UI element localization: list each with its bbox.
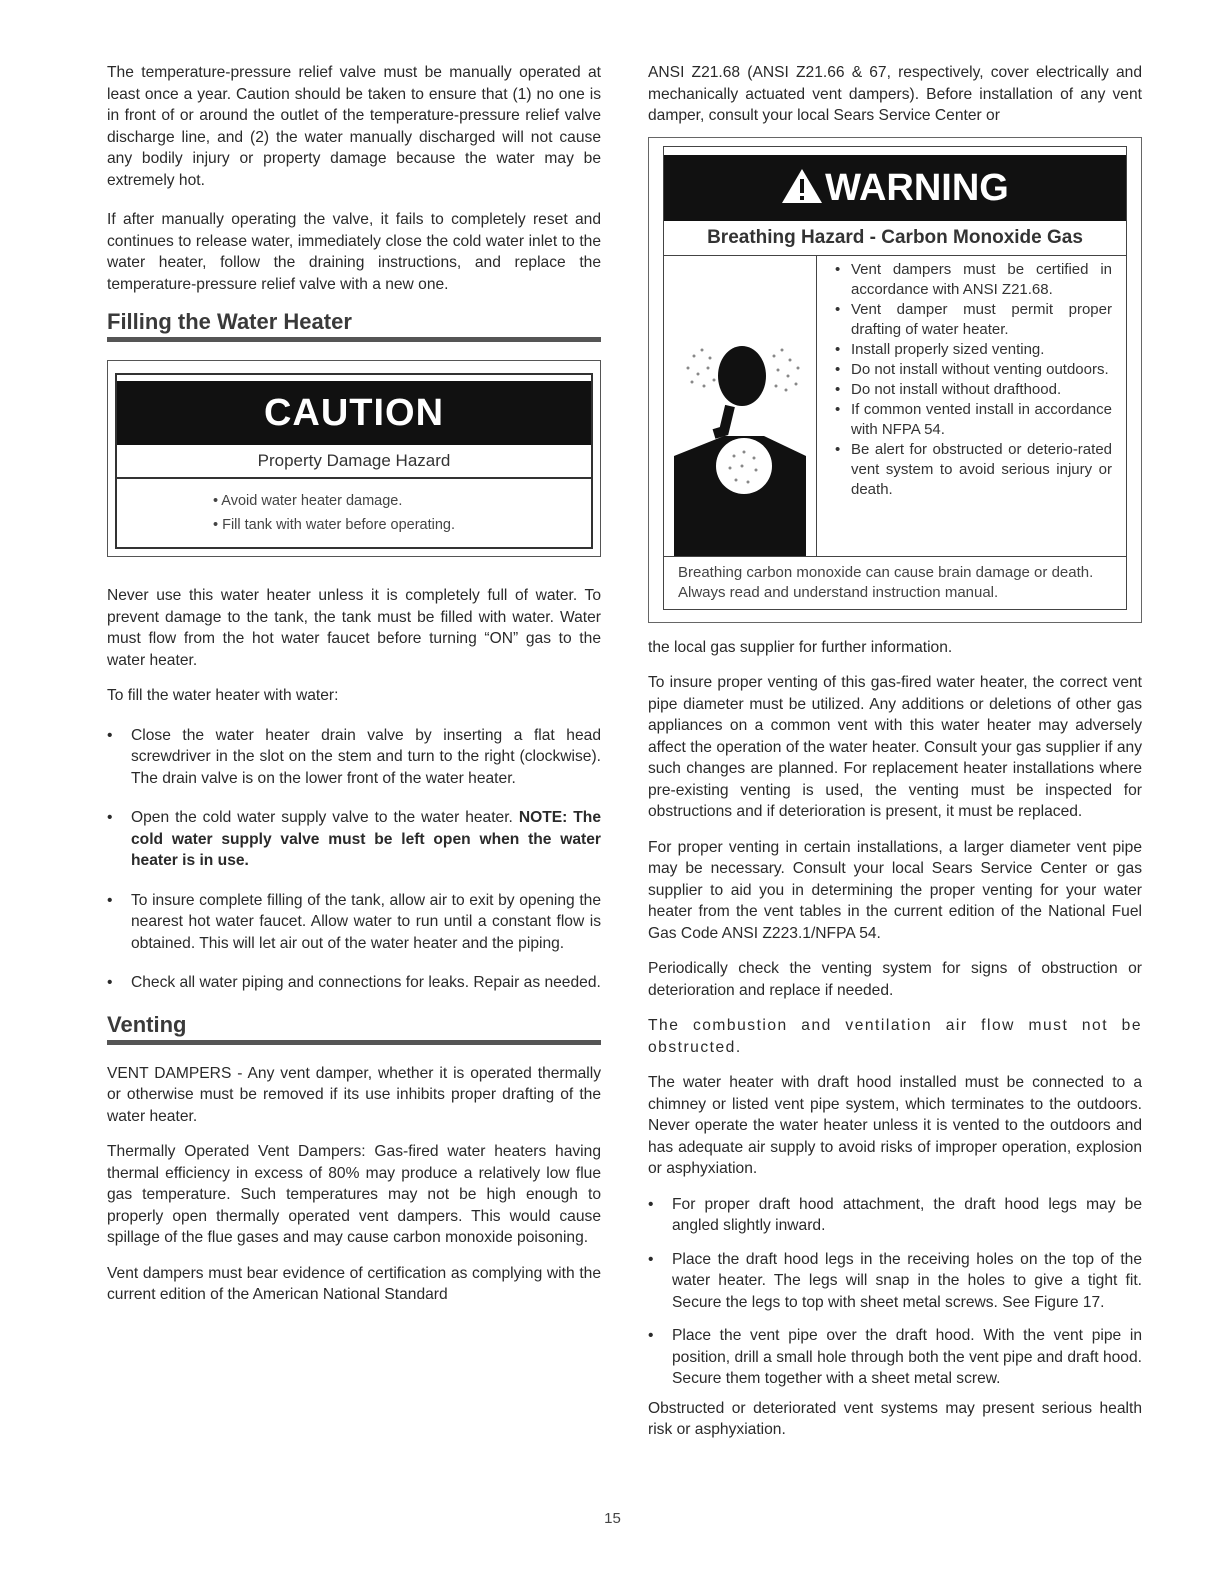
page-number: 15 xyxy=(604,1510,621,1527)
warning-item: • Do not install without venting outdoors. xyxy=(835,360,1112,380)
paragraph: Vent dampers must bear evidence of certification as complying with the current edition of the American National Standard xyxy=(107,1264,601,1303)
warning-item: • If common vented install in accordance with NFPA 54. xyxy=(835,400,1112,440)
paragraph: The temperature-pressure relief valve must be manually operated at least once a year. Caution should be taken to ensure that (1) no one is in front of or around the outlet of the temperature-pressure relief valve discharge line, and (2) the water manually discharged will not cause any bodily injury or property damage because the water may be extremely hot. xyxy=(107,64,601,189)
draft-hood-steps-list xyxy=(648,1194,1142,1390)
section-heading-filling: Filling the Water Heater xyxy=(107,309,601,342)
caution-inner xyxy=(115,373,593,549)
left-column xyxy=(107,62,601,1306)
warning-footer: Breathing carbon monoxide can cause brain damage or death. Always read and understand instruction manual. xyxy=(678,563,1094,601)
list-item: • Check all water piping and connections for leaks. Repair as needed. xyxy=(107,972,601,994)
right-column xyxy=(648,62,1142,1441)
paragraph: The combustion and ventilation air flow must not be obstructed. xyxy=(648,1017,1142,1056)
paragraph: The water heater with draft hood installed must be connected to a chimney or listed vent pipe system, which terminates to the outdoors. Never operate the water heater unless it is vented to the outdoors and has adequate air supply to avoid risks of improper operation, explosion or asphyxiation. xyxy=(648,1074,1142,1177)
caution-body xyxy=(117,479,591,547)
caution-item: • Fill tank with water before operating. xyxy=(213,517,456,533)
warning-item: • Vent dampers must be certified in accordance with ANSI Z21.68. xyxy=(835,260,1112,300)
caution-subtitle: Property Damage Hazard xyxy=(117,445,591,479)
list-item: • Place the draft hood legs in the receiving holes on the top of the water heater. The legs will snap in the holes to give a tight fit. Secure the legs to top with sheet metal screws. See Figure 17. xyxy=(648,1249,1142,1314)
warning-title-text: WARNING xyxy=(825,166,1009,209)
note-text: NOTE: The cold water supply valve must be left open when the water heater is in use. xyxy=(131,809,601,869)
paragraph: VENT DAMPERS - Any vent damper, whether it is operated thermally or otherwise must be removed if its use inhibits proper drafting of the water heater. xyxy=(107,1064,601,1125)
fill-steps-list xyxy=(107,725,601,994)
paragraph: Thermally Operated Vent Dampers: Gas-fired water heaters having thermal efficiency in excess of 80% may produce a relatively low flue gas temperature. Such temperatures may not be high enough to properly open thermally operated vent dampers. This would cause spillage of the flue gases and may cause carbon monoxide poisoning. xyxy=(107,1143,601,1246)
paragraph: the local gas supplier for further information. xyxy=(648,638,953,656)
paragraph: To insure proper venting of this gas-fired water heater, the correct vent pipe diameter must be utilized. Any additions or deletions of other gas appliances on a common vent with this water heater may adversely affect the operation of the water heater. Consult your gas supplier if any such changes are planned. For replacement heater installations where pre-existing venting is used, the venting must be inspected for obstructions and if deterioration is present, it must be replaced. xyxy=(648,674,1142,820)
warning-subtitle: Breathing Hazard - Carbon Monoxide Gas xyxy=(664,221,1126,256)
list-item: • For proper draft hood attachment, the draft hood legs may be angled slightly inward. xyxy=(648,1194,1142,1237)
warning-list xyxy=(817,256,1126,556)
list-item: • Close the water heater drain valve by inserting a flat head screwdriver in the slot on the stem and turn to the right (clockwise). The drain valve is on the lower front of the water heater. xyxy=(107,725,601,790)
paragraph: If after manually operating the valve, it fails to completely reset and continues to release water, immediately close the cold water inlet to the water heater, follow the draining instructions, and replace the temperature-pressure relief valve with a new one. xyxy=(107,211,601,293)
warning-triangle-icon xyxy=(781,168,823,204)
paragraph: Obstructed or deteriorated vent systems may present serious health risk or asphyxiation. xyxy=(648,1399,1142,1438)
warning-item: • Do not install without drafthood. xyxy=(835,380,1112,400)
caution-item: • Avoid water heater damage. xyxy=(213,493,403,509)
warning-content xyxy=(664,256,1126,557)
paragraph: For proper venting in certain installations, a larger diameter vent pipe may be necessary. Consult your local Sears Service Center or gas supplier to aid you in determining the proper venting for your water heater from the vent tables in the current edition of the National Fuel Gas Code ANSI Z223.1/NFPA 54. xyxy=(648,838,1142,942)
warning-item: • Vent damper must permit proper drafting of water heater. xyxy=(835,300,1112,340)
paragraph: ANSI Z21.68 (ANSI Z21.66 & 67, respectively, cover electrically and mechanically actuated vent dampers). Before installation of any vent damper, consult your local Sears Service Center or xyxy=(648,64,1142,124)
section-heading-venting: Venting xyxy=(107,1012,601,1045)
warning-item: • Be alert for obstructed or deterio-rated vent system to avoid serious injury or death. xyxy=(835,440,1112,500)
warning-title xyxy=(664,155,1126,221)
list-item xyxy=(107,807,601,872)
warning-inner xyxy=(663,146,1127,610)
warning-box xyxy=(648,137,1142,623)
paragraph: Never use this water heater unless it is completely full of water. To prevent damage to the tank, the tank must be filled with water. Water must flow from the hot water faucet before turning “ON” gas to the water heater. xyxy=(107,587,601,669)
paragraph: Periodically check the venting system for signs of obstruction or deterioration and replace if needed. xyxy=(648,960,1142,999)
carbon-monoxide-person-icon xyxy=(664,256,817,556)
paragraph: To fill the water heater with water: xyxy=(107,687,339,704)
caution-box xyxy=(107,360,601,557)
caution-title: CAUTION xyxy=(117,381,591,445)
list-item: • To insure complete filling of the tank, allow air to exit by opening the nearest hot water faucet. Allow water to run until a constant flow is obtained. This will let air out of the water heater and the piping. xyxy=(107,890,601,955)
list-item-text: Open the cold water supply valve to the water heater. xyxy=(131,809,513,826)
list-item: • Place the vent pipe over the draft hood. With the vent pipe in position, drill a small hole through both the vent pipe and draft hood. Secure them together with a sheet metal screw. xyxy=(648,1325,1142,1390)
warning-item: • Install properly sized venting. xyxy=(835,340,1112,360)
